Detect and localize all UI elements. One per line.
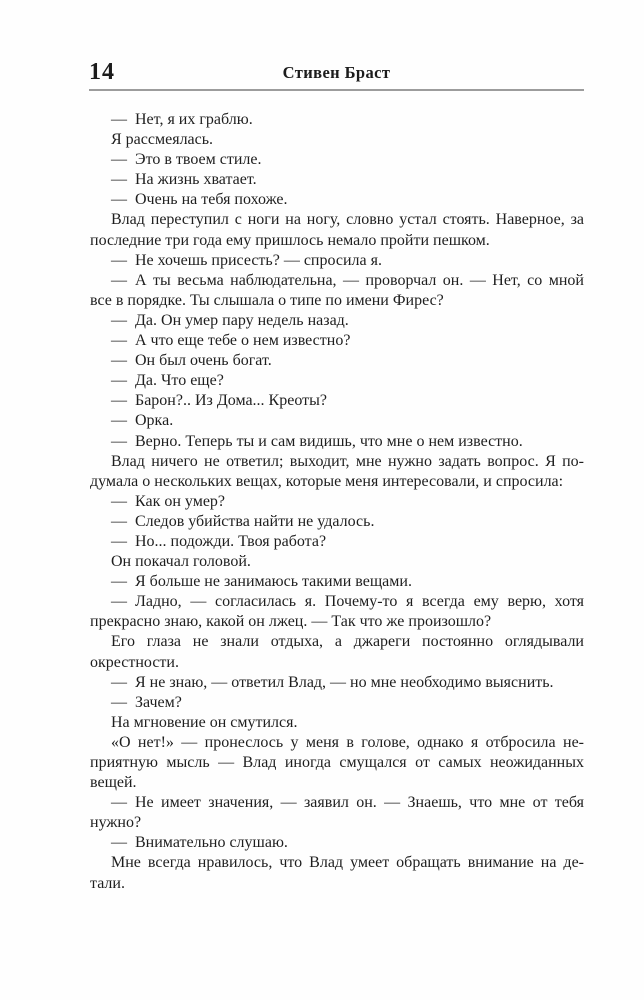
paragraph (90, 271, 584, 311)
text-line: — Ладно, — согласилась я. Почему-то я всегда ему верю, хотя (111, 593, 584, 611)
text-line: «О нет!» — пронеслось у меня в голове, однако я отбросила не- (111, 733, 584, 751)
text-line: — Как он умер? (111, 492, 226, 510)
text-line: — Да. Он умер пару недель назад. (111, 311, 349, 329)
text-line: — Я не знаю, — ответил Влад, — но мне необходимо выяснить. (111, 673, 554, 691)
paragraph (90, 733, 584, 793)
text-line: — Нет, я их граблю. (111, 111, 253, 128)
text-line: Влад переступил с ноги на ногу, словно устал стоять. Наверное, за (111, 211, 584, 229)
text-line: Я рассмеялась. (111, 131, 214, 149)
paragraph (90, 391, 584, 411)
text-line: — Следов убийства найти не удалось. (111, 512, 375, 530)
paragraph (90, 150, 584, 170)
text-line: — Но... подожди. Твоя работа? (111, 532, 327, 550)
text-line: — Он был очень богат. (111, 352, 272, 370)
page-number: 14 (89, 59, 115, 85)
paragraph (90, 190, 584, 210)
text-line: — На жизнь хватает. (111, 171, 257, 189)
text-line: — Это в твоем стиле. (111, 151, 262, 169)
paragraph (90, 793, 584, 833)
text-line: Мне всегда нравилось, что Влад умеет обращать внимание на де- (111, 854, 584, 872)
page-header (89, 58, 584, 91)
text-line: Его глаза не знали отдыха, а джареги постоянно оглядывали (111, 633, 584, 651)
text-line: Влад ничего не ответил; выходит, мне нужно задать вопрос. Я по- (111, 452, 584, 470)
text-line: думала о нескольких вещах, которые меня интересовали, и спросила: (90, 472, 564, 490)
paragraph (90, 110, 584, 130)
text-line: последние три года ему пришлось немало пройти пешком. (90, 231, 490, 249)
text-line: — Очень на тебя похоже. (111, 191, 288, 209)
paragraph (90, 452, 584, 492)
text-line: — Верно. Теперь ты и сам видишь, что мне о нем известно. (111, 432, 523, 450)
body-text (90, 110, 584, 894)
paragraph (90, 572, 584, 592)
text-line: — Я больше не занимаюсь такими вещами. (111, 573, 412, 591)
text-line: прекрасно знаю, какой он лжец. — Так что же произошло? (90, 613, 492, 631)
paragraph (90, 632, 584, 672)
text-line: все в порядке. Ты слышала о типе по имени Фирес? (90, 291, 444, 309)
text-line: — А что еще тебе о нем известно? (111, 332, 351, 350)
text-line: — Внимательно слушаю. (111, 834, 288, 852)
text-line: тали. (90, 874, 125, 892)
paragraph (90, 311, 584, 331)
paragraph (90, 693, 584, 713)
paragraph (90, 833, 584, 853)
text-line: — Зачем? (111, 693, 182, 711)
text-line: — Барон?.. Из Дома... Креоты? (111, 392, 327, 410)
paragraph (90, 713, 584, 733)
text-line: — Орка. (111, 412, 174, 430)
paragraph (90, 351, 584, 371)
paragraph (90, 512, 584, 532)
text-line: — А ты весьма наблюдательна, — проворчал он. — Нет, со мной (111, 271, 584, 289)
paragraph (90, 371, 584, 391)
text-line: — Не хочешь присесть? — спросила я. (111, 251, 382, 269)
text-line: Он покачал головой. (111, 553, 251, 571)
text-line: — Не имеет значения, — заявил он. — Знаешь, что мне от тебя (111, 794, 584, 812)
paragraph (90, 492, 584, 512)
paragraph (90, 411, 584, 431)
paragraph (90, 331, 584, 351)
text-line: вещей. (90, 774, 137, 792)
paragraph (90, 210, 584, 250)
paragraph (90, 532, 584, 552)
paragraph (90, 673, 584, 693)
text-line: На мгновение он смутился. (111, 713, 298, 731)
paragraph (90, 552, 584, 572)
running-title: Стивен Браст (282, 62, 391, 82)
text-line: — Да. Что еще? (111, 372, 224, 390)
paragraph (90, 432, 584, 452)
paragraph (90, 130, 584, 150)
paragraph (90, 251, 584, 271)
text-line: нужно? (90, 814, 142, 832)
paragraph (90, 592, 584, 632)
text-line: окрестности. (90, 653, 179, 671)
paragraph (90, 170, 584, 190)
paragraph (90, 853, 584, 893)
text-line: приятную мысль — Влад иногда смущался от самых неожиданных (90, 754, 584, 771)
